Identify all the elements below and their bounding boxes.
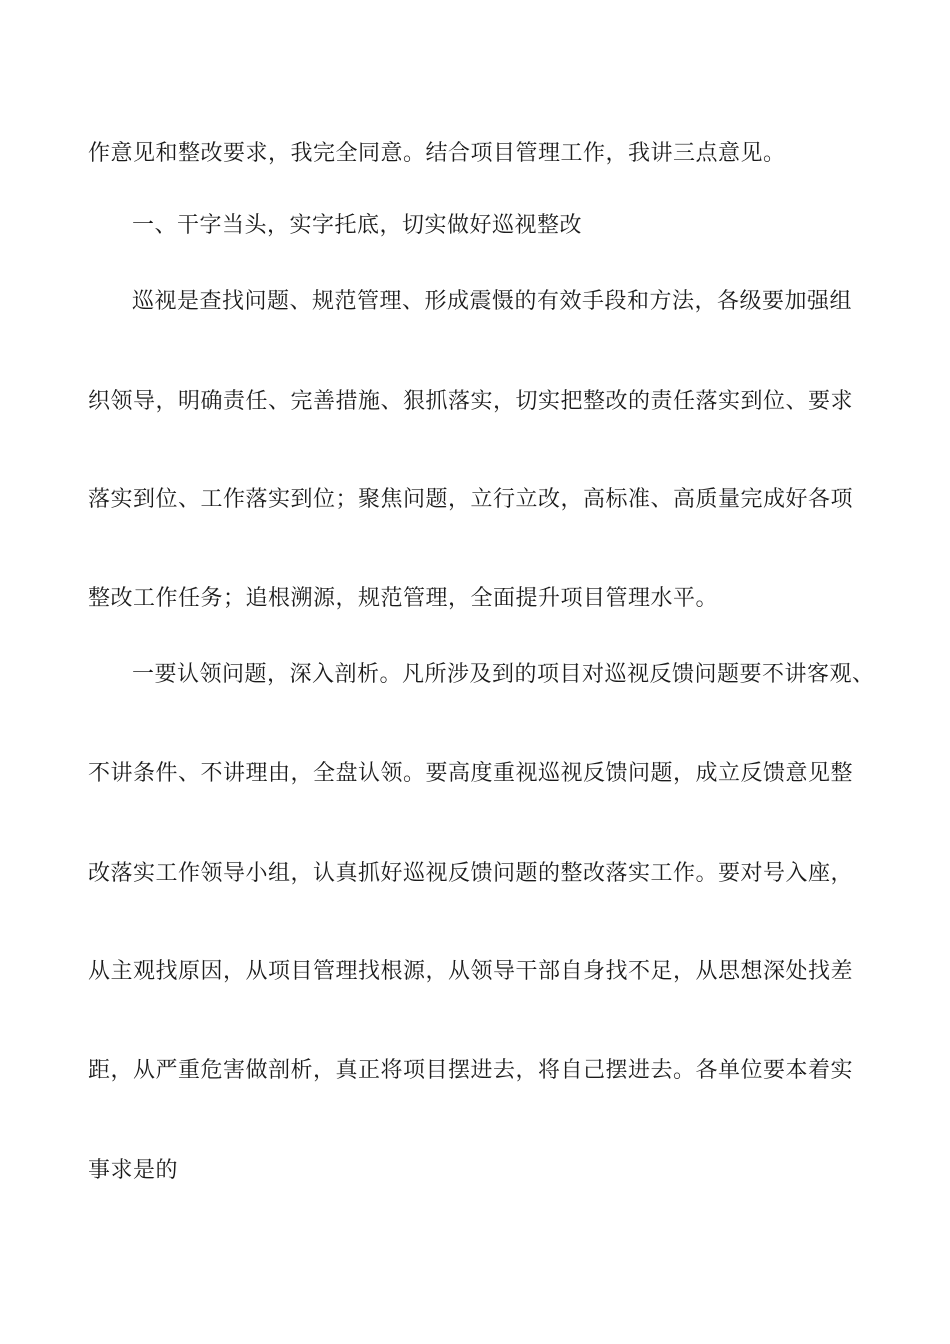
paragraph-line: 从主观找原因，从项目管理找根源，从领导干部自身找不足，从思想深处找差 — [88, 959, 854, 984]
paragraph-line: 改落实工作领导小组，认真抓好巡视反馈问题的整改落实工作。要对号入座， — [88, 861, 854, 886]
paragraph-line: 落实到位、工作落实到位；聚焦问题，立行立改，高标准、高质量完成好各项 — [88, 487, 854, 512]
paragraph-line: 整改工作任务；追根溯源，规范管理，全面提升项目管理水平。 — [88, 586, 719, 611]
paragraph-line: 事求是的 — [88, 1158, 179, 1183]
paragraph-line: 巡视是查找问题、规范管理、形成震慑的有效手段和方法，各级要加强组 — [132, 289, 853, 314]
paragraph-line: 距，从严重危害做剖析，真正将项目摆进去，将自己摆进去。各单位要本着实 — [88, 1058, 854, 1083]
paragraph-line: 织领导，明确责任、完善措施、狠抓落实，切实把整改的责任落实到位、要求 — [88, 389, 854, 414]
section-heading: 一、干字当头，实字托底，切实做好巡视整改 — [132, 213, 583, 238]
paragraph-line: 作意见和整改要求，我完全同意。结合项目管理工作，我讲三点意见。 — [88, 141, 786, 166]
paragraph-line: 不讲条件、不讲理由，全盘认领。要高度重视巡视反馈问题，成立反馈意见整 — [88, 761, 854, 786]
paragraph-line: 一要认领问题，深入剖析。凡所涉及到的项目对巡视反馈问题要不讲客观、 — [132, 662, 875, 687]
